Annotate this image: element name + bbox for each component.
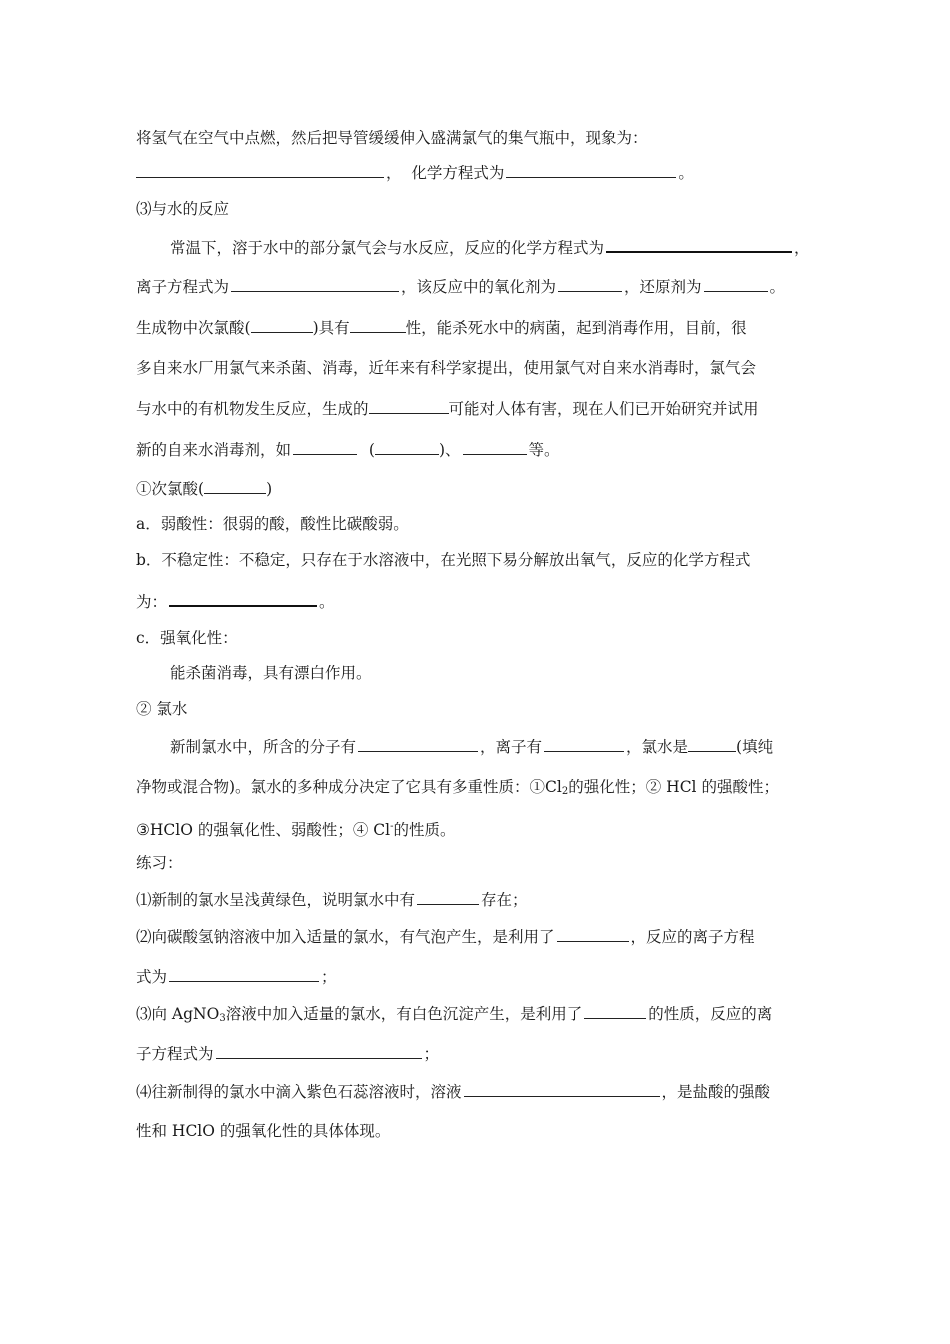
paragraph-chlorine-water-properties-cont: ③HClO 的强氧化性、弱酸性；④ Cl-的性质。 <box>136 821 456 839</box>
answer-blank[interactable] <box>557 926 629 942</box>
property-weak-acid: a．弱酸性：很弱的酸，酸性比碳酸弱。 <box>136 515 409 533</box>
practice-question-4: ⑷往新制得的氯水中滴入紫色石蕊溶液时，溶液 ，是盐酸的强酸 <box>136 1083 771 1101</box>
answer-blank[interactable] <box>169 966 319 982</box>
practice-question-3: ⑶向 AgNO$_3$溶液中加入适量的氯水，有白色沉淀产生，是利用了 的性质，反应的离 <box>136 1005 773 1024</box>
paragraph-new-disinfectants: 新的自来水消毒剂，如 ( )、 等。 <box>136 441 560 459</box>
answer-blank[interactable] <box>606 236 792 253</box>
answer-blank[interactable] <box>350 317 406 333</box>
property-instability: b．不稳定性：不稳定，只存在于水溶液中，在光照下易分解放出氧气，反应的化学方程式 <box>136 551 751 569</box>
practice-question-4-cont: 性和 HClO 的强氧化性的具体体现。 <box>136 1122 391 1140</box>
answer-blank[interactable] <box>231 276 399 292</box>
paragraph-ionic-equation: 离子方程式为 ，该反应中的氧化剂为 ，还原剂为 。 <box>136 278 786 296</box>
answer-blank[interactable] <box>251 317 313 333</box>
answer-blank[interactable] <box>375 439 439 455</box>
answer-blank[interactable] <box>688 736 736 752</box>
answer-blank[interactable] <box>506 162 676 178</box>
answer-blank[interactable] <box>544 736 624 752</box>
paragraph-hydrogen-combustion: 将氢气在空气中点燃，然后把导管缓缓伸入盛满氯气的集气瓶中，现象为： <box>136 129 648 147</box>
answer-blank[interactable] <box>293 439 357 455</box>
paragraph-organic-reaction: 与水中的有机物发生反应，生成的 可能对人体有害，现在人们已开始研究并试用 <box>136 400 759 418</box>
section-heading: ⑶与水的反应 <box>136 200 230 218</box>
answer-blank[interactable] <box>216 1043 422 1059</box>
property-oxidizer-description: 能杀菌消毒，具有漂白作用。 <box>170 664 372 682</box>
practice-question-1: ⑴新制的氯水呈浅黄绿色，说明氯水中有 存在； <box>136 891 528 909</box>
item-hypochlorous-acid: ①次氯酸( ) <box>136 480 273 498</box>
paragraph-phenomenon-blanks: ， 化学方程式为 。 <box>136 162 694 183</box>
property-strong-oxidizer: c．强氧化性： <box>136 629 238 647</box>
paragraph-water-reaction: 常温下，溶于水中的部分氯气会与水反应，反应的化学方程式为 ， <box>170 236 810 258</box>
answer-blank[interactable] <box>358 736 478 752</box>
practice-title: 练习： <box>136 854 183 872</box>
answer-blank[interactable] <box>558 276 622 292</box>
practice-question-2-equation: 式为 ； <box>136 968 337 986</box>
practice-question-3-equation: 子方程式为 ； <box>136 1045 440 1063</box>
answer-blank[interactable] <box>169 590 317 607</box>
paragraph-chlorine-water-composition: 新制氯水中，所含的分子有 ，离子有 ，氯水是 (填纯 <box>170 738 774 756</box>
answer-blank[interactable] <box>704 276 768 292</box>
item-chlorine-water: ② 氯水 <box>136 700 188 718</box>
paragraph-chlorine-water-properties: 净物或混合物)。氯水的多种成分决定了它具有多重性质：$①Cl_2$的强化性；② HCl 的强酸性； <box>136 778 779 797</box>
answer-blank[interactable] <box>136 162 384 178</box>
answer-blank[interactable] <box>463 439 527 455</box>
practice-question-2: ⑵向碳酸氢钠溶液中加入适量的氯水，有气泡产生，是利用了 ，反应的离子方程 <box>136 928 755 946</box>
answer-blank[interactable] <box>417 889 479 905</box>
answer-blank[interactable] <box>464 1081 660 1097</box>
paragraph-water-treatment: 多自来水厂用氯气来杀菌、消毒，近年来有科学家提出，使用氯气对自来水消毒时，氯气会 <box>136 359 757 377</box>
answer-blank[interactable] <box>369 398 449 414</box>
answer-blank[interactable] <box>204 478 266 494</box>
paragraph-hclo: 生成物中次氯酸( )具有 性，能杀死水中的病菌，起到消毒作用，目前，很 <box>136 319 747 337</box>
answer-blank[interactable] <box>584 1003 646 1019</box>
property-instability-equation: 为： 。 <box>136 590 335 612</box>
